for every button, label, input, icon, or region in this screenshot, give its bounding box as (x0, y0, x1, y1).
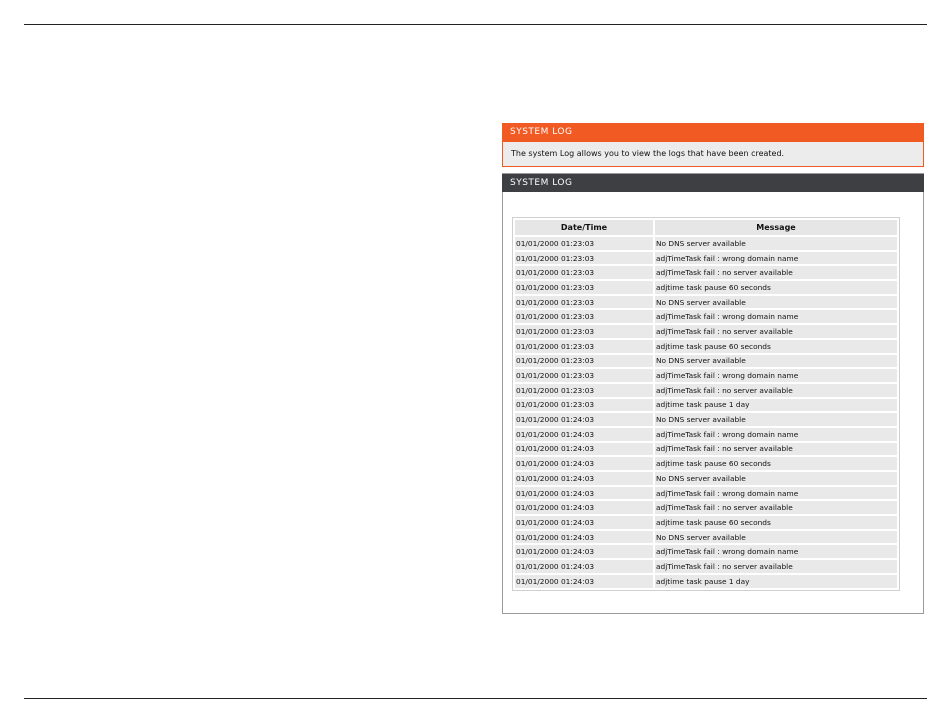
table-row (515, 560, 897, 573)
log-table (513, 218, 899, 590)
log-datetime-cell: 01/01/2000 01:23:03 (515, 252, 653, 265)
bottom-divider (24, 698, 927, 699)
table-row (515, 472, 897, 485)
table-row (515, 325, 897, 338)
log-message-cell: adjTimeTask fail : wrong domain name (655, 310, 897, 323)
log-datetime-cell: 01/01/2000 01:24:03 (515, 531, 653, 544)
log-message-cell: adjtime task pause 60 seconds (655, 457, 897, 470)
log-datetime-cell: 01/01/2000 01:24:03 (515, 545, 653, 558)
table-row (515, 281, 897, 294)
log-message-cell: adjTimeTask fail : no server available (655, 443, 897, 456)
log-message-cell: adjtime task pause 60 seconds (655, 516, 897, 529)
log-datetime-cell: 01/01/2000 01:24:03 (515, 472, 653, 485)
table-row (515, 413, 897, 426)
log-datetime-cell: 01/01/2000 01:24:03 (515, 487, 653, 500)
log-message-cell: adjtime task pause 1 day (655, 399, 897, 412)
log-datetime-cell: 01/01/2000 01:23:03 (515, 369, 653, 382)
table-row (515, 340, 897, 353)
table-row (515, 296, 897, 309)
log-message-cell: adjTimeTask fail : wrong domain name (655, 252, 897, 265)
table-row (515, 384, 897, 397)
table-row (515, 237, 897, 250)
log-message-cell: adjtime task pause 1 day (655, 575, 897, 588)
table-row (515, 252, 897, 265)
log-message-cell: adjTimeTask fail : no server available (655, 325, 897, 338)
log-message-cell: adjTimeTask fail : wrong domain name (655, 487, 897, 500)
log-datetime-cell: 01/01/2000 01:23:03 (515, 237, 653, 250)
log-message-cell: adjTimeTask fail : wrong domain name (655, 369, 897, 382)
log-datetime-cell: 01/01/2000 01:23:03 (515, 281, 653, 294)
log-datetime-cell: 01/01/2000 01:23:03 (515, 384, 653, 397)
log-table-body (515, 237, 897, 588)
log-message-cell: adjTimeTask fail : wrong domain name (655, 545, 897, 558)
log-datetime-cell: 01/01/2000 01:24:03 (515, 428, 653, 441)
log-message-cell: No DNS server available (655, 472, 897, 485)
table-row (515, 501, 897, 514)
table-row (515, 487, 897, 500)
log-datetime-cell: 01/01/2000 01:24:03 (515, 457, 653, 470)
system-log-panel (502, 173, 924, 614)
table-row (515, 355, 897, 368)
log-datetime-cell: 01/01/2000 01:24:03 (515, 501, 653, 514)
log-message-cell: No DNS server available (655, 355, 897, 368)
column-header-message: Message (655, 220, 897, 235)
log-message-cell: adjtime task pause 60 seconds (655, 340, 897, 353)
log-datetime-cell: 01/01/2000 01:23:03 (515, 355, 653, 368)
table-row (515, 310, 897, 323)
intro-title: SYSTEM LOG (502, 123, 924, 142)
log-datetime-cell: 01/01/2000 01:24:03 (515, 560, 653, 573)
log-datetime-cell: 01/01/2000 01:23:03 (515, 325, 653, 338)
log-message-cell: adjtime task pause 60 seconds (655, 281, 897, 294)
top-divider (24, 24, 927, 25)
log-table-header (515, 220, 897, 235)
log-datetime-cell: 01/01/2000 01:23:03 (515, 399, 653, 412)
table-row (515, 575, 897, 588)
column-header-datetime: Date/Time (515, 220, 653, 235)
log-datetime-cell: 01/01/2000 01:24:03 (515, 516, 653, 529)
log-table-wrapper (512, 217, 900, 591)
table-row (515, 443, 897, 456)
log-datetime-cell: 01/01/2000 01:24:03 (515, 575, 653, 588)
table-row (515, 516, 897, 529)
log-datetime-cell: 01/01/2000 01:23:03 (515, 310, 653, 323)
log-message-cell: No DNS server available (655, 531, 897, 544)
log-message-cell: adjTimeTask fail : no server available (655, 266, 897, 279)
table-row (515, 369, 897, 382)
log-message-cell: adjTimeTask fail : no server available (655, 501, 897, 514)
log-title: SYSTEM LOG (502, 174, 924, 192)
table-row (515, 531, 897, 544)
table-row (515, 428, 897, 441)
table-row (515, 399, 897, 412)
table-row (515, 266, 897, 279)
log-datetime-cell: 01/01/2000 01:23:03 (515, 340, 653, 353)
intro-description: The system Log allows you to view the logs that have been created. (511, 149, 785, 158)
log-datetime-cell: 01/01/2000 01:23:03 (515, 296, 653, 309)
table-row (515, 457, 897, 470)
system-log-intro-panel (502, 123, 924, 167)
log-message-cell: No DNS server available (655, 237, 897, 250)
log-datetime-cell: 01/01/2000 01:24:03 (515, 443, 653, 456)
log-message-cell: adjTimeTask fail : no server available (655, 560, 897, 573)
log-message-cell: adjTimeTask fail : wrong domain name (655, 428, 897, 441)
table-row (515, 545, 897, 558)
log-message-cell: No DNS server available (655, 296, 897, 309)
log-datetime-cell: 01/01/2000 01:24:03 (515, 413, 653, 426)
log-datetime-cell: 01/01/2000 01:23:03 (515, 266, 653, 279)
log-message-cell: adjTimeTask fail : no server available (655, 384, 897, 397)
log-message-cell: No DNS server available (655, 413, 897, 426)
